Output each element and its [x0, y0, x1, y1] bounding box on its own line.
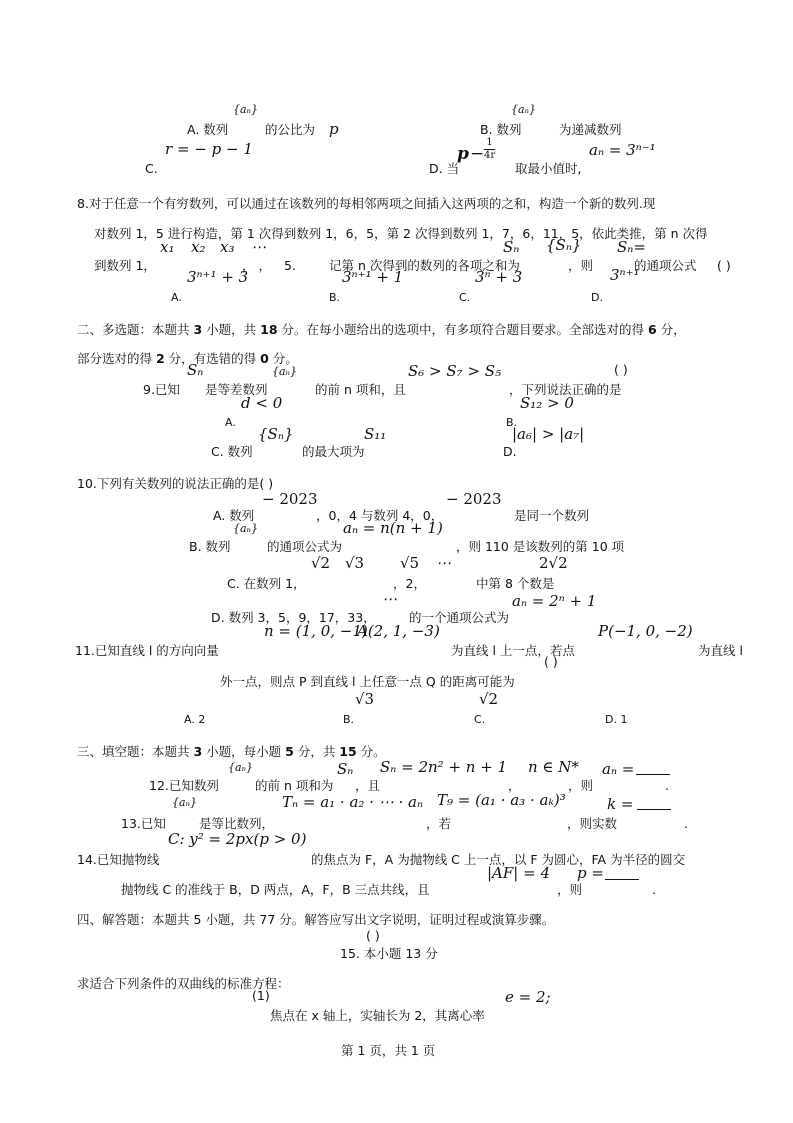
q7-option-b: B. 数列: [480, 122, 522, 137]
q10-c-val: 2√2: [539, 554, 568, 572]
q13-ans-label: k =: [607, 795, 634, 813]
q10-a-num2: − 2023: [446, 490, 502, 508]
q9-stem-a: 9.已知: [143, 382, 180, 397]
q11-n-vec: n = (1, 0, −1): [264, 622, 368, 640]
q7-d-p: p: [457, 144, 469, 164]
q7-option-a: A. 数列: [187, 122, 229, 137]
q10-b-seq: {aₙ}: [233, 522, 259, 535]
q14-ans-label: p =: [577, 864, 604, 882]
q10-b-formula: aₙ = n(n + 1): [343, 519, 443, 537]
q12-end: .: [665, 778, 669, 793]
q8-opt-c-formula: 3ⁿ + 3: [475, 268, 523, 286]
q14-answer-blank[interactable]: [605, 878, 639, 880]
q9-a-formula: d < 0: [241, 394, 283, 412]
q10-stem: 10.下列有关数列的说法正确的是( ): [77, 476, 274, 491]
page-footer: 第 1 页，共 1 页: [341, 1043, 436, 1058]
q8-paren: ( ): [717, 258, 731, 273]
q13-cond: T₉ = (a₁ · a₃ · aₖ)³: [437, 791, 566, 809]
q10-option-b: B. 数列: [189, 539, 231, 554]
q12-formula: Sₙ = 2n² + n + 1: [380, 758, 508, 776]
q10-option-c-mid: ，2，: [393, 576, 426, 591]
q8-x1: x₁: [160, 238, 175, 256]
q8-sn-seq-top: {Sₙ}: [546, 236, 582, 254]
q9-paren: ( ): [614, 362, 628, 377]
q8-line3-a: 到数列 1，: [94, 258, 156, 273]
q11-b-val: √3: [355, 690, 375, 708]
q8-line3-d: 记第 n 次得到的数列的各项之和为: [329, 258, 520, 273]
q9-stem-c: 的前 n 项和，且: [315, 382, 406, 397]
q10-option-c-tail: 中第 8 个数是: [476, 576, 555, 591]
q12-ans-label: aₙ =: [602, 760, 635, 778]
q8-opt-d: D.: [591, 291, 603, 304]
q14-cond: |AF| = 4: [487, 864, 550, 882]
q15-sub1-num: (1): [252, 988, 270, 1003]
q8-line2: 对数列 1，5 进行构造，第 1 次得到数列 1，6，5，第 2 次得到数列 1，7，6，11，5，依此类推，第 n 次得: [94, 226, 708, 241]
q10-option-a-mid: ，0，4 与数列 4，0，: [316, 508, 444, 523]
q13-seq: {aₙ}: [172, 796, 198, 809]
q15-sub1: 焦点在 x 轴上，实轴长为 2，其离心率: [270, 1008, 485, 1023]
q10-option-b-rest: ，则 110 是该数列的第 10 项: [456, 539, 625, 554]
q11-a-pt: A(2, 1, −3): [357, 622, 440, 640]
q11-option-d: D. 1: [605, 713, 628, 726]
q12-sn: Sₙ: [337, 760, 354, 778]
q14-end: .: [652, 882, 656, 897]
q13-end: .: [684, 816, 688, 831]
q11-p-pt: P(−1, 0, −2): [598, 622, 693, 640]
q9-b-formula: S₁₂ > 0: [520, 394, 574, 412]
q8-line1: 8.对于任意一个有穷数列，可以通过在该数列的每相邻两项之间插入这两项的之和，构造一个新的数列.现: [77, 196, 656, 211]
q11-c-val: √2: [479, 690, 499, 708]
q7-d-fraction: $\frac{1}{4r}$: [484, 137, 496, 161]
q9-option-d: D.: [503, 444, 517, 459]
q9-stem-b: 是等差数列: [205, 382, 268, 397]
q10-d-dots: ⋯: [382, 590, 397, 608]
q14-line2-a: 抛物线 C 的准线于 B，D 两点，A，F，B 三点共线，且: [121, 882, 430, 897]
q12-answer-blank[interactable]: [636, 773, 670, 775]
q7-option-d-rest: 取最小值时,: [515, 161, 582, 176]
q10-option-d: D. 数列 3，5，9，17，33，: [211, 610, 376, 625]
q9-sn-top: Sₙ: [187, 361, 204, 379]
q10-a-num1: − 2023: [262, 490, 318, 508]
q8-opt-a: A.: [171, 291, 182, 304]
q8-line3-f: 的通项公式: [634, 258, 697, 273]
q8-opt-b-formula: 3ⁿ⁺¹ + 1: [342, 268, 404, 286]
q9-option-c: C. 数列: [211, 444, 253, 459]
q10-c-sqrt3: √3: [345, 554, 365, 572]
q10-option-c: C. 在数列 1，: [227, 576, 306, 591]
q10-c-sqrt5: √5: [400, 554, 420, 572]
q13-stem-a: 13.已知: [121, 816, 166, 831]
q12-seq: {aₙ}: [228, 761, 254, 774]
q8-line3-b: ， ，: [242, 258, 271, 273]
q13-formula: Tₙ = a₁ · a₂ · ⋯ · aₙ: [282, 793, 424, 811]
q8-sn-eq-top: Sₙ=: [617, 238, 646, 256]
q8-opt-c: C.: [459, 291, 471, 304]
q7-option-d: D. 当: [429, 161, 460, 176]
q10-option-b-mid: 的通项公式为: [267, 539, 343, 554]
q8-sn-top: Sₙ: [503, 238, 520, 256]
q7-b-seq-top: {aₙ}: [511, 103, 537, 116]
q9-cond: S₆ > S₇ > S₅: [408, 362, 502, 380]
q9-c-val: S₁₁: [364, 425, 387, 443]
q15-title: 15. 本小题 13 分: [340, 946, 438, 961]
q11-option-c: C.: [474, 713, 486, 726]
section2-line1: 二、多选题：本题共 3 小题，共 18 分。在每小题给出的选项中，有多项符合题目要求。全部选对的得 6 分，: [77, 322, 686, 337]
q9-stem-d: ，下列说法正确的是: [509, 382, 622, 397]
q12-stem-c: ，且: [355, 778, 381, 793]
q14-line2-b: ，则: [557, 882, 583, 897]
q11-stem-a: 11.已知直线 l 的方向向量: [75, 643, 219, 658]
q10-option-a-rest: 是同一个数列: [514, 508, 590, 523]
q8-opt-d-formula: 3ⁿ⁺¹: [610, 266, 640, 284]
q9-option-a: A.: [225, 416, 236, 429]
q7-option-c: C.: [145, 161, 158, 176]
q9-option-b: B.: [506, 416, 518, 429]
q12-stem-b: 的前 n 项和为: [255, 778, 334, 793]
q12-comma: ，: [508, 778, 521, 793]
q7-a-seq-top: {aₙ}: [233, 103, 259, 116]
q13-stem-c: ，若: [426, 816, 452, 831]
q11-paren: ( ): [544, 654, 558, 669]
q10-c-dots: ⋯: [436, 554, 451, 572]
q12-set: n ∈ N*: [528, 758, 579, 776]
q13-stem-b: 是等比数列，: [199, 816, 275, 831]
q7-option-a-p: p: [329, 120, 339, 138]
q7-option-a-rest: 的公比为: [265, 122, 316, 137]
q8-line3-c: 5.: [284, 258, 296, 273]
q11-option-a: A. 2: [184, 713, 206, 726]
section3-header: 三、填空题：本题共 3 小题，每小题 5 分，共 15 分。: [77, 744, 386, 759]
q9-seq-top: {aₙ}: [272, 365, 298, 378]
q7-c-formula: r = − p − 1: [165, 140, 253, 158]
q10-option-a: A. 数列: [213, 508, 255, 523]
q8-x3: x₃: [220, 238, 235, 256]
q8-x2: x₂: [191, 238, 206, 256]
q15-ecc: e = 2;: [505, 988, 551, 1006]
q14-stem-b: 的焦点为 F，A 为抛物线 C 上一点，以 F 为圆心，FA 为半径的圆交: [311, 852, 686, 867]
q8-line3-e: ，则: [568, 258, 594, 273]
q10-d-formula: aₙ = 2ⁿ + 1: [512, 592, 597, 610]
q8-opt-a-formula: 3ⁿ⁺¹ + 3: [187, 268, 249, 286]
q15-paren: ( ): [366, 928, 380, 943]
q14-stem-a: 14.已知抛物线: [77, 852, 160, 867]
q11-line2: 外一点，则点 P 到直线 l 上任意一点 Q 的距离可能为: [220, 674, 515, 689]
q8-opt-b: B.: [329, 291, 341, 304]
q7-option-b-rest: 为递减数列: [559, 122, 622, 137]
q7-d-formula: aₙ = 3ⁿ⁻¹: [589, 141, 656, 159]
q15-stem: 求适合下列条件的双曲线的标准方程：: [77, 976, 290, 991]
q11-stem-b: 为直线 l 上一点，若点: [451, 643, 575, 658]
q12-stem-d: ，则: [568, 778, 594, 793]
section2-line2: 部分选对的得 2 分，有选错的得 0 分。: [77, 351, 298, 366]
q9-option-c-rest: 的最大项为: [302, 444, 365, 459]
q9-d-formula: |a₆| > |a₇|: [512, 425, 585, 443]
q12-stem-a: 12.已知数列: [149, 778, 219, 793]
q11-stem-c: 为直线 l: [698, 643, 743, 658]
section4-header: 四、解答题：本题共 5 小题，共 77 分。解答应写出文字说明，证明过程或演算步骤。: [77, 912, 555, 927]
q10-c-sqrt2: √2: [311, 554, 331, 572]
q9-c-seq: {Sₙ}: [258, 425, 294, 443]
q13-stem-d: ，则实数: [567, 816, 618, 831]
q13-answer-blank[interactable]: [637, 808, 671, 810]
q8-dots: ⋯: [251, 238, 266, 256]
q11-option-b: B.: [343, 713, 355, 726]
q10-option-d-mid: 的一个通项公式为: [409, 610, 510, 625]
q14-curve: C: y² = 2px(p > 0): [168, 830, 307, 848]
